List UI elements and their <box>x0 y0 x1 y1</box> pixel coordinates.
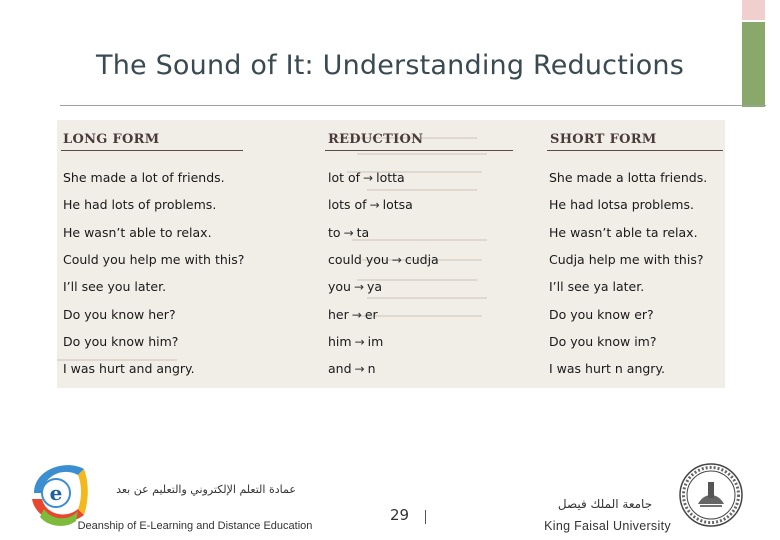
short-form-cell: Do you know im? <box>549 333 657 349</box>
long-form-cell: He wasn’t able to relax. <box>63 224 212 240</box>
reductions-table <box>57 120 725 388</box>
reduction-from: lots of <box>328 197 367 213</box>
deanship-name-english: Deanship of E-Learning and Distance Education <box>77 520 313 532</box>
reduction-to: lotsa <box>382 197 413 213</box>
reduction-from: could you <box>328 251 389 267</box>
corner-accent-pink <box>742 0 765 20</box>
reduction-from: and <box>328 361 352 377</box>
short-form-cell: I was hurt n angry. <box>549 361 666 377</box>
arrow-right-icon: → <box>351 307 362 322</box>
long-form-cell: I’ll see you later. <box>63 279 167 295</box>
short-form-cell: Do you know er? <box>549 306 654 322</box>
reduction-to: lotta <box>376 170 405 185</box>
reduction-to: im <box>367 333 384 349</box>
reduction-cell <box>328 307 378 322</box>
reduction-to: ya <box>367 279 383 295</box>
arrow-right-icon: → <box>354 334 365 349</box>
long-form-cell: He had lots of problems. <box>63 197 217 213</box>
university-name-english: King Faisal University <box>544 519 671 533</box>
arrow-right-icon: → <box>363 171 374 185</box>
long-form-cell: Could you help me with this? <box>63 251 245 267</box>
reduction-cell <box>328 279 382 294</box>
slide-title: The Sound of It: Understanding Reductions <box>96 50 684 81</box>
reduction-cell <box>328 334 383 349</box>
short-form-cell: She made a lotta friends. <box>549 170 708 185</box>
header-rule-short <box>547 150 723 151</box>
reduction-to: er <box>364 306 378 322</box>
header-rule-long <box>61 150 243 151</box>
page-number-separator <box>425 510 426 524</box>
reduction-to: n <box>367 361 376 377</box>
header-short-form: SHORT FORM <box>550 132 657 147</box>
short-form-cell: Cudja help me with this? <box>549 251 704 267</box>
reduction-cell <box>328 252 439 267</box>
arrow-right-icon: → <box>353 280 365 295</box>
reduction-cell <box>328 197 413 212</box>
title-divider <box>60 105 766 106</box>
long-form-cell: I was hurt and angry. <box>63 361 195 377</box>
reduction-cell <box>328 361 376 376</box>
reduction-from: you <box>328 279 351 295</box>
university-seal-icon <box>678 462 744 528</box>
reduction-cell <box>328 170 405 185</box>
reduction-to: cudja <box>404 251 439 267</box>
reduction-from: to <box>328 224 341 240</box>
long-form-cell: She made a lot of friends. <box>63 170 225 185</box>
arrow-right-icon: → <box>391 252 402 267</box>
short-form-cell: He wasn’t able ta relax. <box>549 224 698 240</box>
reduction-from: him <box>328 333 352 349</box>
short-form-cell: He had lotsa problems. <box>549 197 694 213</box>
short-form-cell: I’ll see ya later. <box>549 279 645 295</box>
arrow-right-icon: → <box>343 225 354 240</box>
reduction-from: her <box>328 306 349 322</box>
deanship-name-arabic: عمادة التعلم الإلكتروني والتعليم عن بعد <box>116 483 296 496</box>
university-name-arabic: جامعة الملك فيصل <box>557 497 653 511</box>
reduction-to: ta <box>356 224 370 240</box>
header-rule-reduction <box>325 150 513 151</box>
header-reduction: REDUCTION <box>328 132 424 147</box>
arrow-right-icon: → <box>369 198 380 213</box>
header-long-form: LONG FORM <box>63 132 160 147</box>
arrow-right-icon: → <box>354 362 365 377</box>
reduction-from: lot of <box>328 170 361 185</box>
long-form-cell: Do you know her? <box>63 306 176 322</box>
reduction-cell <box>328 225 369 240</box>
page-number: 29 <box>390 506 410 524</box>
long-form-cell: Do you know him? <box>63 333 179 349</box>
svg-text:e: e <box>49 481 63 505</box>
